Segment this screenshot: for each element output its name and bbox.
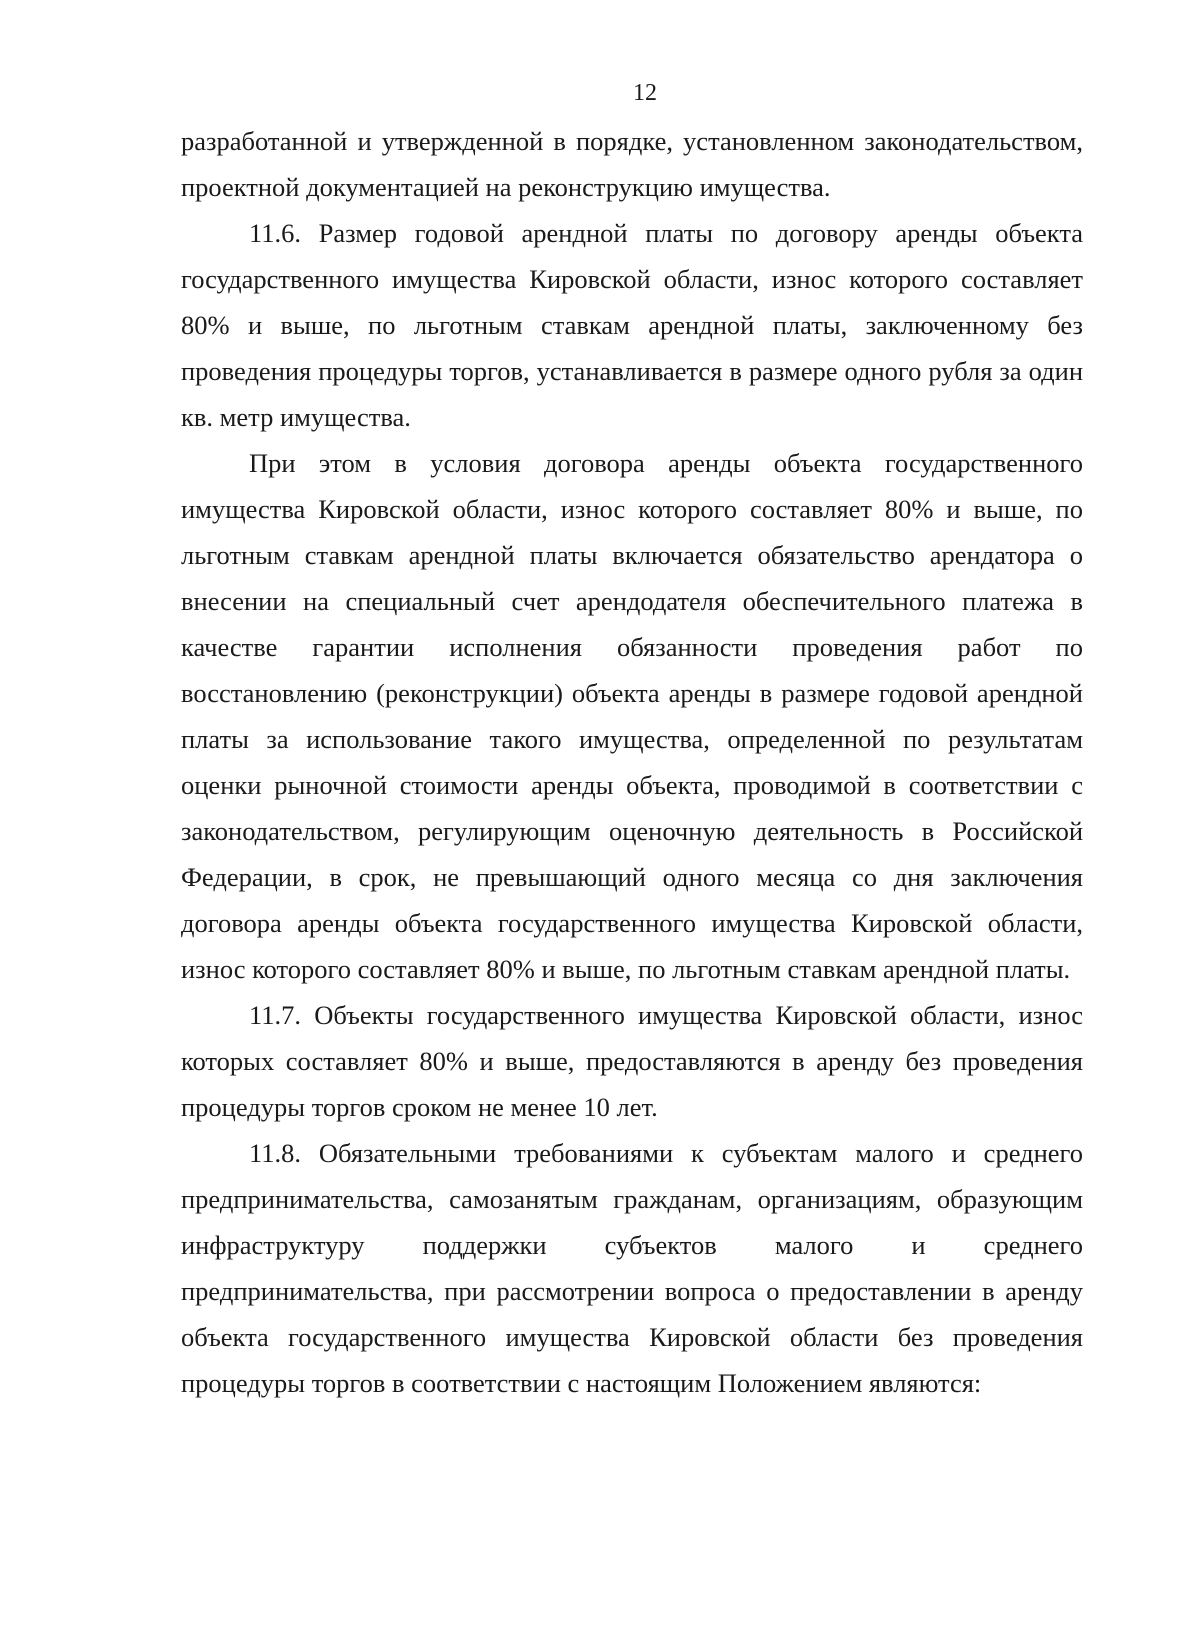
document-body: [181, 118, 1083, 1406]
paragraph-continuation: разработанной и утвержденной в порядке, установленном законодательством, проектной документацией на реконструкцию имущества.: [181, 126, 1083, 202]
paragraph-11-8: 11.8. Обязательными требованиями к субъектам малого и среднего предпринимательства, самозанятым гражданам, организациям, образующим инфраструктуру поддержки субъектов малого и среднего предпринимательства, при рассмотрении вопроса о предоставлении в аренду объекта государственного имущества Кировской области без проведения процедуры торгов в соответствии с настоящим Положением являются:: [181, 1138, 1083, 1398]
page-number: 12: [633, 80, 657, 106]
paragraph-11-6: 11.6. Размер годовой арендной платы по договору аренды объекта государственного имущества Кировской области, износ которого составляет 80% и выше, по льготным ставкам арендной платы, заключенному без проведения процедуры торгов, устанавливается в размере одного рубля за один кв. метр имущества.: [181, 218, 1083, 432]
paragraph-security-payment: При этом в условия договора аренды объекта государственного имущества Кировской области, износ которого составляет 80% и выше, по льготным ставкам арендной платы включается обязательство арендатора о внесении на специальный счет арендодателя обеспечительного платежа в качестве гарантии исполнения обязанности проведения работ по восстановлению (реконструкции) объекта аренды в размере годовой арендной платы за использование такого имущества, определенной по результатам оценки рыночной стоимости аренды объекта, проводимой в соответствии с законодательством, регулирующим оценочную деятельность в Российской Федерации, в срок, не превышающий одного месяца со дня заключения договора аренды объекта государственного имущества Кировской области, износ которого составляет 80% и выше, по льготным ставкам арендной платы.: [181, 448, 1083, 984]
paragraph-11-7: 11.7. Объекты государственного имущества Кировской области, износ которых составляет 80% и выше, предоставляются в аренду без проведения процедуры торгов сроком не менее 10 лет.: [181, 1000, 1083, 1122]
